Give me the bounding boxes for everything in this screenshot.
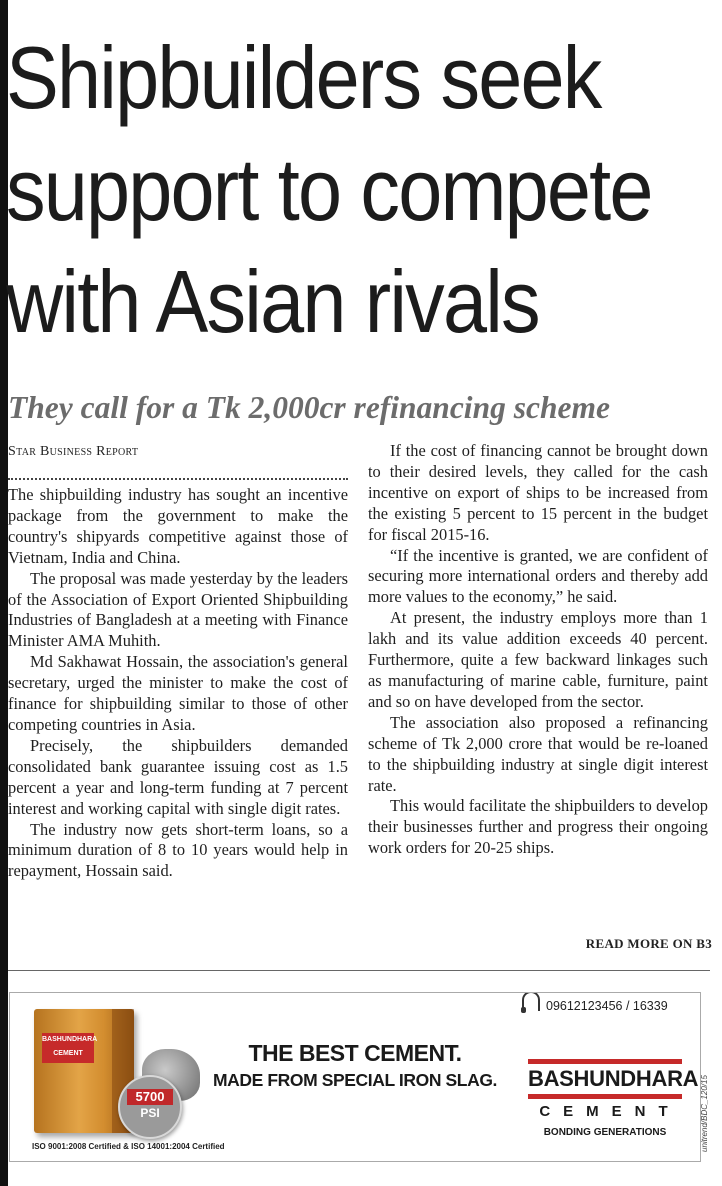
brand-logo bbox=[528, 1059, 699, 1141]
byline-divider bbox=[8, 478, 348, 480]
paragraph: The proposal was made yesterday by the leaders of the Association of Export Oriented Shipbuilding Industries of Bangladesh at a meeting with Finance Minister AMA Muhith. bbox=[8, 568, 348, 651]
iso-certification: ISO 9001:2008 Certified & ISO 14001:2004 Certified bbox=[32, 1142, 225, 1151]
headline-line-3: with Asian rivals bbox=[6, 252, 539, 351]
headset-icon bbox=[522, 992, 540, 1011]
paragraph: “If the incentive is granted, we are confident of securing more international orders and thereby add more values to the economy,” he said. bbox=[368, 545, 708, 607]
bag-label: BASHUNDHARA CEMENT bbox=[42, 1033, 94, 1063]
section-divider bbox=[8, 970, 710, 971]
paragraph: This would facilitate the shipbuilders to develop their businesses further and progress their ongoing work orders for 20-25 ships. bbox=[368, 796, 708, 858]
headline bbox=[6, 22, 652, 358]
paragraph: At present, the industry employs more than 1 lakh and its value addition exceeds 40 percent. Furthermore, quite a few backward linkages such as manufacturing of marine cable, furniture, paint and so on have developed from the sector. bbox=[368, 608, 708, 711]
brand-cement: CEMENT bbox=[539, 1103, 681, 1120]
byline: Star Business Report bbox=[8, 444, 139, 459]
paragraph: Precisely, the shipbuilders demanded consolidated bank guarantee issuing cost as 1.5 percent a year and long-term funding at 7 percent interest and working capital with single digit rates. bbox=[8, 735, 348, 818]
read-more-link[interactable]: READ MORE ON B3 bbox=[585, 936, 712, 951]
psi-value: 5700 bbox=[127, 1089, 173, 1105]
article-column-1 bbox=[8, 485, 348, 882]
paragraph: The shipbuilding industry has sought an incentive package from the government to make the country's shipyards competitive against those of Vietnam, India and China. bbox=[8, 485, 348, 567]
ad-tagline-2: MADE FROM SPECIAL IRON SLAG. bbox=[212, 1070, 498, 1090]
paragraph: The association also proposed a refinancing scheme of Tk 2,000 crore that would be re-loaned to the shipbuilding industry at single digit interest rate. bbox=[368, 712, 708, 795]
paragraph: Md Sakhawat Hossain, the association's general secretary, urged the minister to make the cost of finance for shipbuilding similar to those of other competing countries in Asia. bbox=[8, 652, 348, 734]
paragraph: If the cost of financing cannot be brought down to their desired levels, they called for the cash incentive on export of ships to be increased from the existing 5 percent to 15 percent in the budget for fiscal 2015-16. bbox=[368, 441, 708, 544]
brand-slogan: BONDING GENERATIONS bbox=[543, 1127, 667, 1138]
psi-badge bbox=[118, 1075, 182, 1139]
phone-number: 09612123456 / 16339 bbox=[546, 999, 668, 1013]
headline-line-1: Shipbuilders seek bbox=[6, 28, 601, 127]
article-column-2 bbox=[368, 441, 708, 859]
ad-tagline-1: THE BEST CEMENT. bbox=[248, 1040, 462, 1066]
ad-tagline bbox=[200, 1039, 510, 1093]
cement-advertisement[interactable] bbox=[9, 992, 701, 1162]
psi-unit: PSI bbox=[140, 1106, 160, 1120]
ad-code: unitrend/BDC_120/15 bbox=[700, 1075, 709, 1152]
headline-line-2: support to compete bbox=[6, 140, 652, 239]
brand-name: BASHUNDHARA bbox=[528, 1066, 699, 1091]
subheadline: They call for a Tk 2,000cr refinancing scheme bbox=[8, 390, 610, 425]
paragraph: The industry now gets short-term loans, so a minimum duration of 8 to 10 years would help in repayment, Hossain said. bbox=[8, 819, 348, 881]
